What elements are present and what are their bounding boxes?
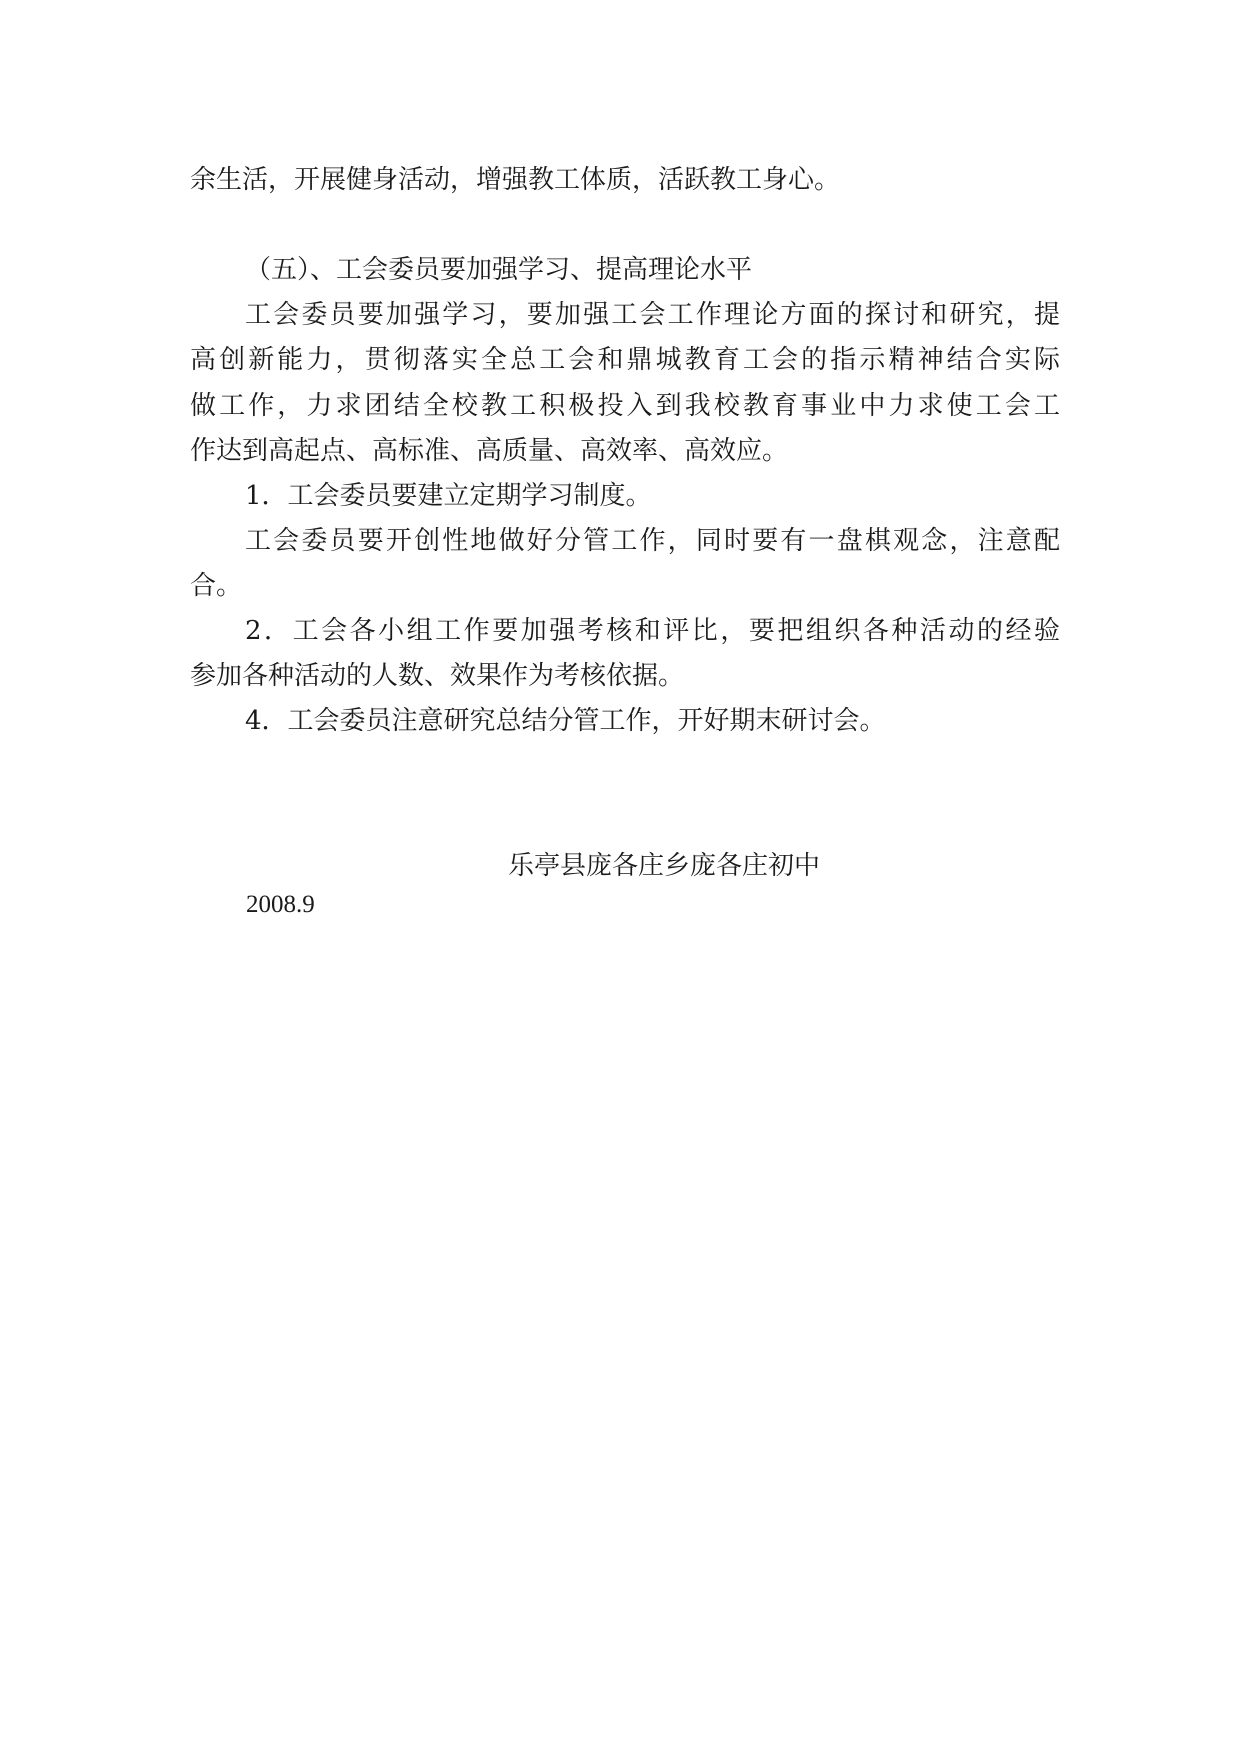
list-item-1: 1．工会委员要建立定期学习制度。 bbox=[245, 481, 652, 511]
list-item-2: 参加各种活动的人数、效果作为考核依据。 bbox=[190, 661, 685, 691]
section-heading: （五）、工会委员要加强学习、提高理论水平 bbox=[245, 255, 753, 285]
continuation-line: 余生活，开展健身活动，增强教工体质，活跃教工身心。 bbox=[190, 165, 841, 195]
paragraph-line: 工会委员要加强学习，要加强工会工作理论方面的探讨和研究，提 bbox=[245, 300, 1060, 330]
list-item-2: 2．工会各小组工作要加强考核和评比，要把组织各种活动的经验 bbox=[245, 616, 1060, 646]
signature-organization: 乐亭县庞各庄乡庞各庄初中 bbox=[508, 851, 821, 881]
paragraph-line: 做工作，力求团结全校教工积极投入到我校教育事业中力求使工会工 bbox=[190, 391, 1060, 421]
paragraph-line: 高创新能力，贯彻落实全总工会和鼎城教育工会的指示精神结合实际 bbox=[190, 345, 1060, 375]
list-item-1-body: 工会委员要开创性地做好分管工作，同时要有一盘棋观念，注意配 bbox=[245, 526, 1060, 556]
list-item-4: 4．工会委员注意研究总结分管工作，开好期末研讨会。 bbox=[245, 706, 886, 736]
signature-date: 2008.9 bbox=[246, 891, 315, 918]
list-item-1-body: 合。 bbox=[190, 571, 243, 601]
paragraph-line: 作达到高起点、高标准、高质量、高效率、高效应。 bbox=[190, 436, 789, 466]
